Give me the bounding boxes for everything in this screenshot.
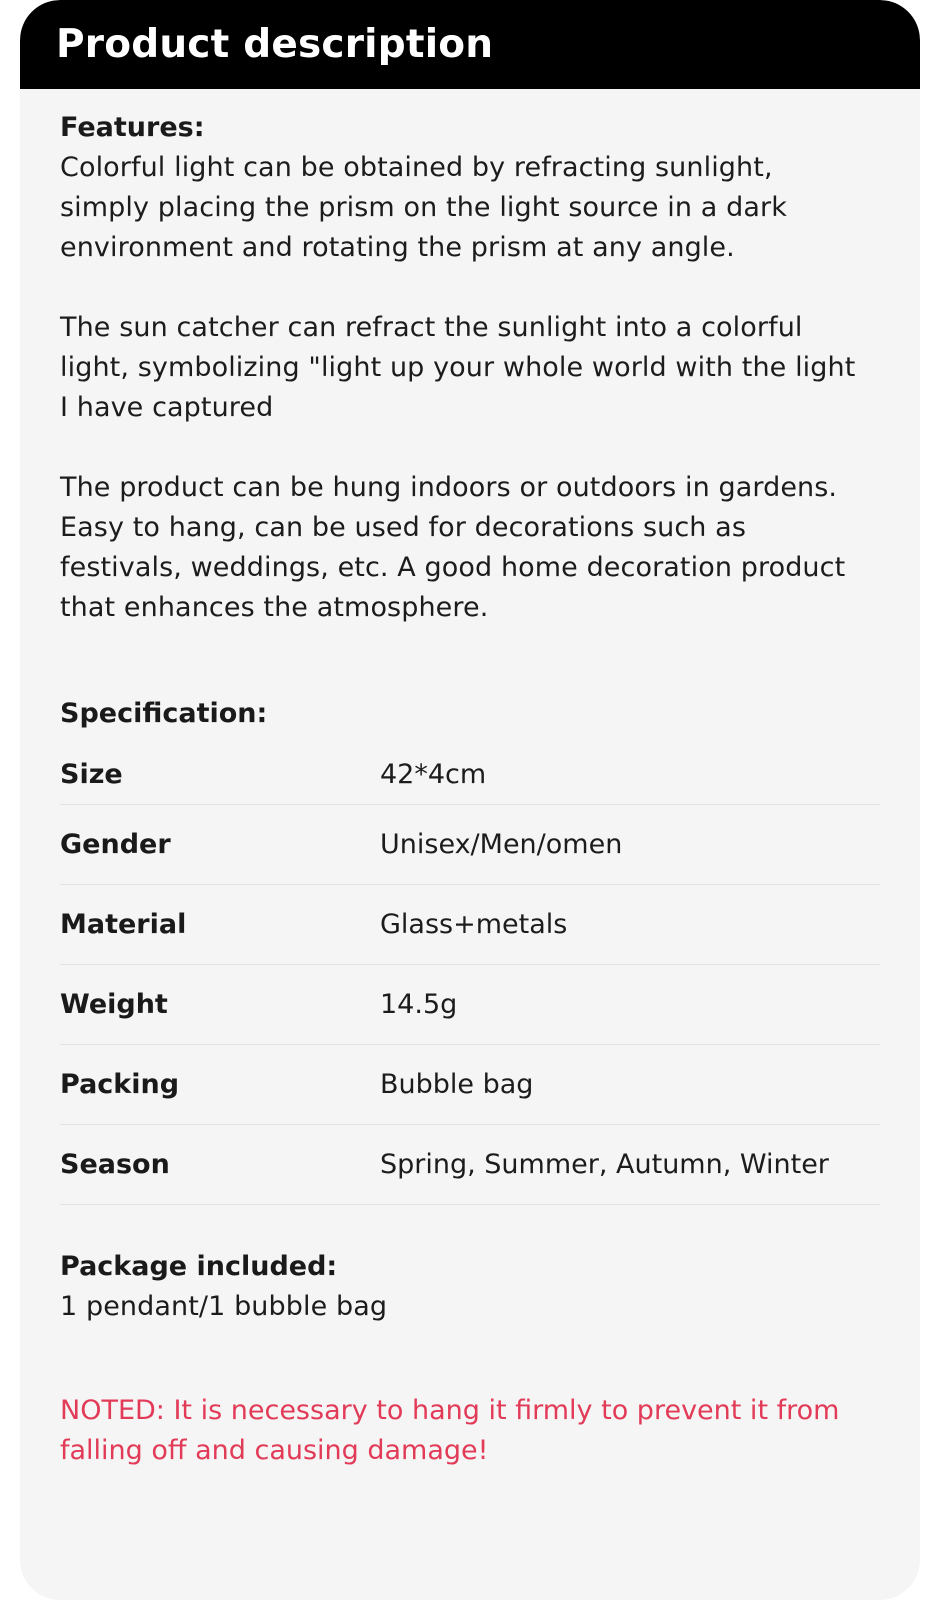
spec-value: Glass+metals [380, 909, 568, 940]
spec-row-material [60, 885, 880, 965]
specification-heading: Specification: [60, 698, 268, 729]
spec-value: Bubble bag [380, 1069, 534, 1100]
warning-note: NOTED: It is necessary to hang it firmly to prevent it from falling off and causing damage! [60, 1395, 840, 1466]
spec-key: Gender [60, 829, 171, 860]
spec-key: Packing [60, 1069, 180, 1100]
spec-row-season [60, 1125, 880, 1205]
package-heading: Package included: [60, 1251, 338, 1282]
features-paragraph-1: Colorful light can be obtained by refracting sunlight, simply placing the prism on the light source in a dark environment and rotating the prism at any angle. [60, 152, 787, 263]
spec-row-packing [60, 1045, 880, 1125]
spec-value: 42*4cm [380, 758, 487, 790]
features-heading: Features: [60, 112, 205, 143]
spec-value: Unisex/Men/omen [380, 829, 623, 860]
product-description-card [20, 0, 920, 1600]
specification-table [60, 744, 880, 1205]
spec-value: Spring, Summer, Autumn, Winter [380, 1149, 829, 1180]
package-text: 1 pendant/1 bubble bag [60, 1291, 388, 1322]
features-paragraph-3: The product can be hung indoors or outdoors in gardens. Easy to hang, can be used for decorations such as festivals, weddings, etc. A good home decoration product that enhances the atmosphere. [60, 472, 846, 623]
spec-row-weight [60, 965, 880, 1045]
spec-key: Season [60, 1149, 170, 1180]
page-title: Product description [56, 22, 494, 67]
spec-row-size [60, 744, 880, 805]
features-paragraph-2: The sun catcher can refract the sunlight into a colorful light, symbolizing "light up your whole world with the light I have captured [60, 312, 856, 423]
spec-key: Size [60, 758, 123, 790]
spec-row-gender [60, 805, 880, 885]
header-bar [20, 0, 920, 89]
spec-key: Weight [60, 989, 168, 1020]
spec-key: Material [60, 909, 187, 940]
spec-value: 14.5g [380, 989, 458, 1020]
description-content [60, 108, 880, 1471]
